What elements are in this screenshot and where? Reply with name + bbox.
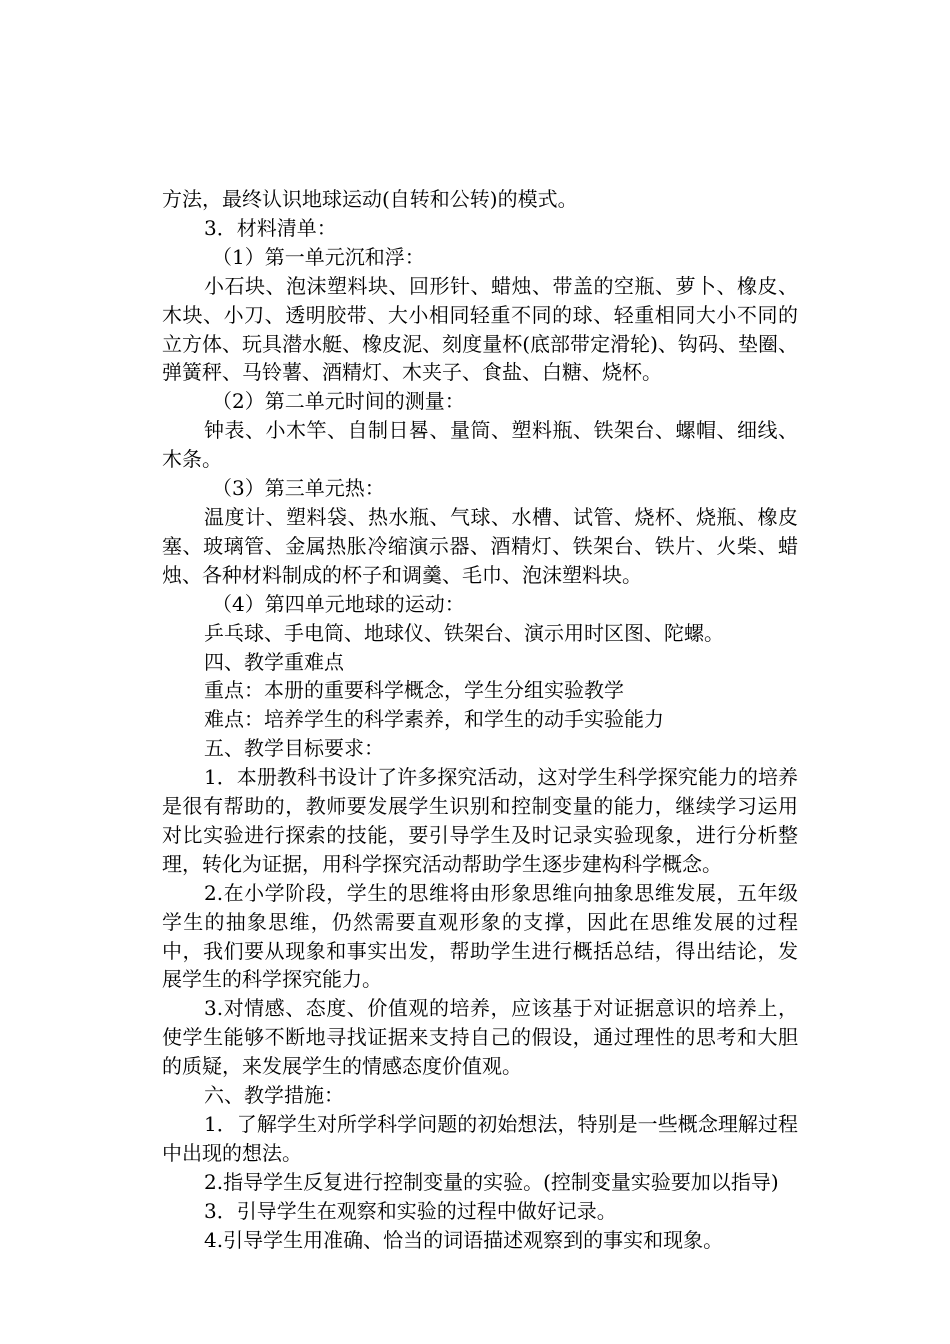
heading-unit-1: （1）第一单元沉和浮：	[212, 244, 425, 269]
paragraph-goal-1: 1．本册教科书设计了许多探究活动，这对学生科学探究能力的培养是很有帮助的，教师要发展学生识别和控制变量的能力，继续学习运用对比实验进行探索的技能，要引导学生及时记录实验现象，进行分析整理，转化为证据，用科学探究活动帮助学生逐步建构科学概念。	[162, 765, 798, 876]
paragraph-measure-1: 1．了解学生对所学科学问题的初始想法，特别是一些概念理解过程中出现的想法。	[162, 1112, 798, 1165]
paragraph-goal-2: 2.在小学阶段，学生的思维将由形象思维向抽象思维发展，五年级学生的抽象思维，仍然需要直观形象的支撑，因此在思维发展的过程中，我们要从现象和事实出发，帮助学生进行概括总结，得出结论，发展学生的科学探究能力。	[162, 880, 798, 992]
paragraph-measure-4: 4.引导学生用准确、恰当的词语描述观察到的事实和现象。	[204, 1227, 724, 1252]
heading-unit-3: （3）第三单元热：	[212, 476, 385, 501]
paragraph-unit-3-materials: 温度计、塑料袋、热水瓶、气球、水槽、试管、烧杯、烧瓶、橡皮塞、玻璃管、金属热胀冷缩演示器、酒精灯、铁架台、铁片、火柴、蜡烛、各种材料制成的杯子和调羹、毛巾、泡沫塑料块。	[162, 504, 798, 587]
paragraph-unit-4-materials: 乒乓球、手电筒、地球仪、铁架台、演示用时区图、陀螺。	[204, 620, 724, 645]
paragraph-measure-3: 3．引导学生在观察和实验的过程中做好记录。	[204, 1198, 617, 1223]
paragraph-method-conclusion: 方法，最终认识地球运动(自转和公转)的模式。	[162, 187, 578, 211]
paragraph-difficult-point: 难点：培养学生的科学素养，和学生的动手实验能力	[204, 707, 664, 732]
document-page	[162, 185, 798, 1255]
paragraph-goal-3: 3.对情感、态度、价值观的培养，应该基于对证据意识的培养上，使学生能够不断地寻找证据来支持自己的假设，通过理性的思考和大胆的质疑，来发展学生的情感态度价值观。	[162, 996, 798, 1079]
heading-unit-4: （4）第四单元地球的运动：	[212, 591, 465, 616]
heading-unit-2: （2）第二单元时间的测量：	[212, 389, 465, 414]
paragraph-unit-1-materials: 小石块、泡沫塑料块、回形针、蜡烛、带盖的空瓶、萝卜、橡皮、木块、小刀、透明胶带、大小相同轻重不同的球、轻重相同大小不同的立方体、玩具潜水艇、橡皮泥、刻度量杯(底部带定滑轮)、钩码、垫圈、弹簧秤、马铃薯、酒精灯、木夹子、食盐、白糖、烧杯。	[162, 273, 798, 385]
heading-materials-list: 3．材料清单：	[204, 215, 337, 240]
heading-teaching-measures: 六、教学措施：	[204, 1083, 344, 1108]
paragraph-measure-2: 2.指导学生反复进行控制变量的实验。(控制变量实验要加以指导)	[204, 1169, 779, 1194]
heading-teaching-goals: 五、教学目标要求：	[204, 736, 384, 761]
paragraph-unit-2-materials: 钟表、小木竿、自制日晷、量筒、塑料瓶、铁架台、螺帽、细线、木条。	[162, 418, 798, 472]
paragraph-key-point: 重点：本册的重要科学概念，学生分组实验教学	[204, 678, 624, 703]
heading-key-points: 四、教学重难点	[204, 649, 344, 674]
